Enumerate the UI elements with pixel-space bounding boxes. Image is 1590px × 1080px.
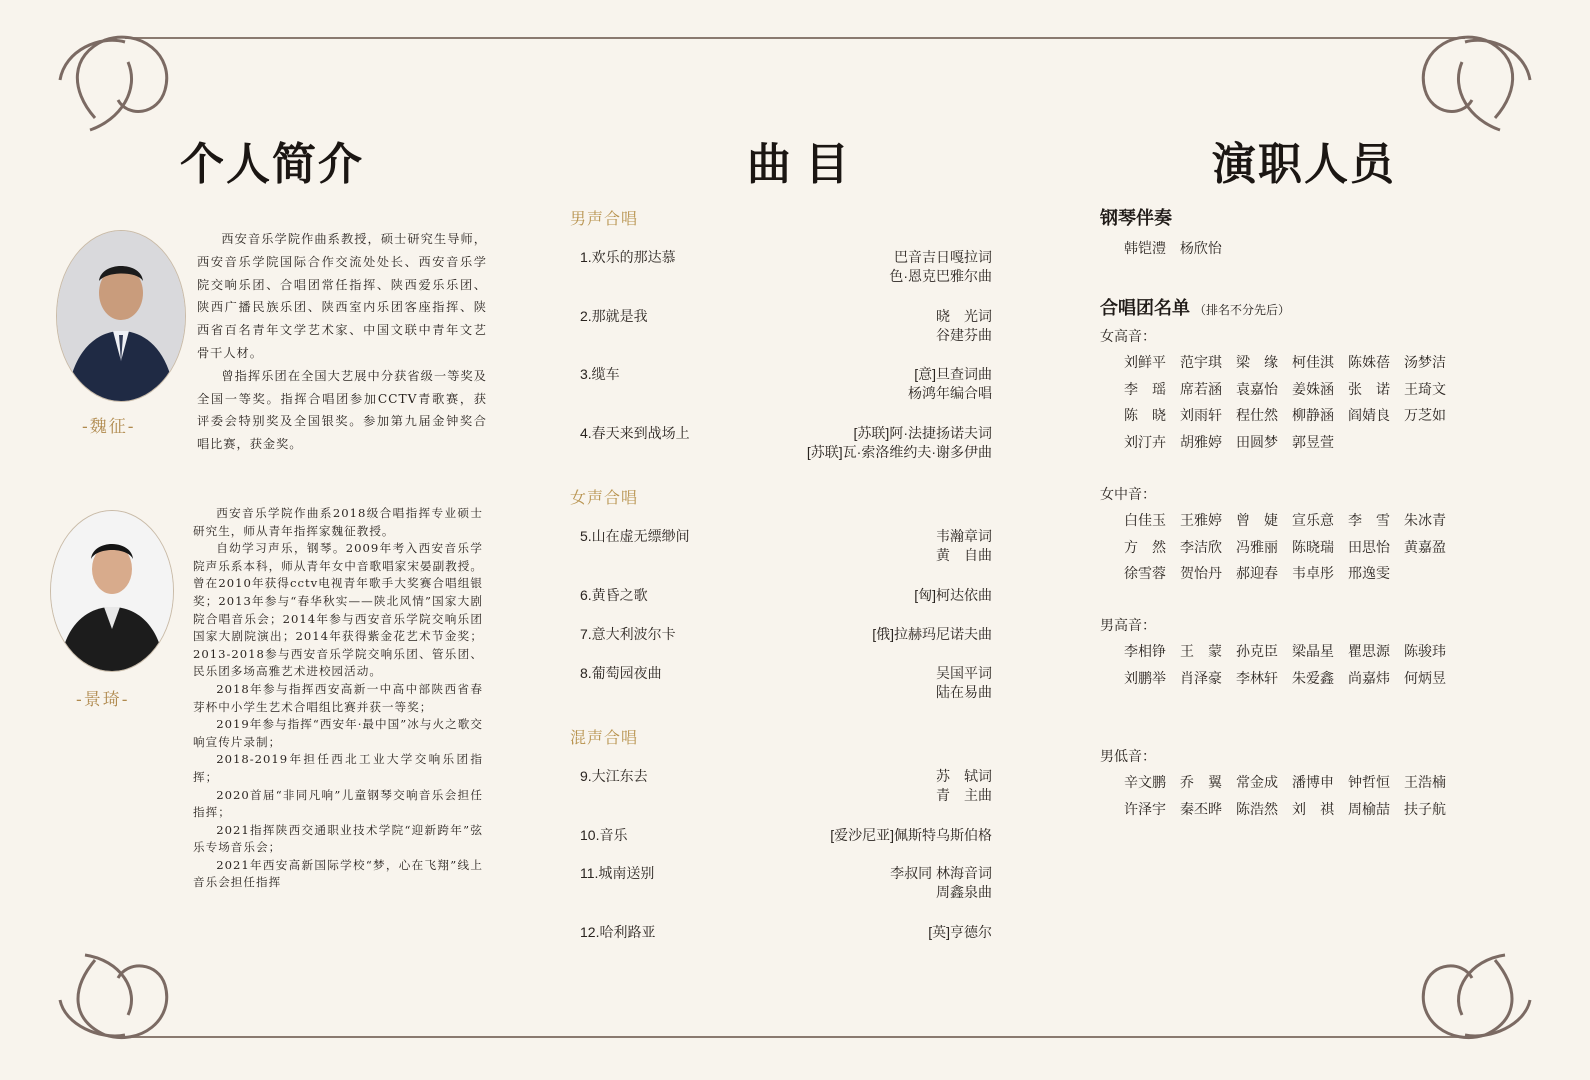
singer-name: 刘汀卉 [1124,433,1166,450]
bio-paragraph: 2018-2019年担任西北工业大学交响乐团指挥； [193,752,483,784]
singer-name: 邢逸雯 [1348,565,1390,581]
section-label: 女声合唱 [570,490,639,507]
singer-name: 陈浩然 [1236,800,1278,817]
singer-name: 范宇琪 [1180,354,1222,370]
person-bio [197,228,487,456]
piece-credits [889,248,992,286]
piece-title: 10.音乐 [580,827,628,843]
singer-name: 胡雅婷 [1180,433,1222,450]
credit-line: 黄 自曲 [936,547,992,563]
singer-name: 刘鲜平 [1124,354,1166,370]
profile-heading: 个人简介 [180,139,364,190]
bio-paragraph: 西安音乐学院作曲系2018级合唱指挥专业硕士研究生，师从青年指挥家魏征教授。 [193,506,483,538]
singer-name: 孙克臣 [1236,643,1278,659]
singer-name: 何炳昱 [1404,669,1446,686]
bio-paragraph: 自幼学习声乐，钢琴。2009年考入西安音乐学院声乐系本科，师从青年女中音歌唱家宋晏副教授。曾在2010年获得cctv电视青年歌手大奖赛合唱组银奖；2013年参与“春华秋实——陕北风情”国家大剧院合唱音乐会；2014年参与西安音乐学院交响乐团国家大剧院演出；2014年获得紫金花艺术节金奖；2013-2018参与西安音乐学院交响乐团、管乐团、民乐团多场高雅艺术进校园活动。 [193,541,483,679]
singer-name: 王 蒙 [1180,643,1222,659]
singer-name: 刘雨轩 [1180,407,1222,423]
name-row [1124,668,1484,695]
profile-column [0,0,530,1080]
piece-title: 5.山在虚无缥缈间 [580,528,690,544]
choir-note: （排名不分先后） [1194,303,1291,317]
voice-part-names [1124,772,1484,825]
credit-line: [意]旦查词曲 [914,366,992,382]
bio-paragraph: 2021指挥陕西交通职业技术学院“迎新跨年”弦乐专场音乐会； [193,822,483,855]
choir-title [1100,294,1290,320]
piece-title: 4.春天来到战场上 [580,425,690,441]
voice-part-label: 男高音： [1100,617,1156,633]
singer-name: 张 诺 [1348,380,1390,397]
singer-name: 方 然 [1124,538,1166,555]
singer-name: 李林轩 [1236,669,1278,686]
name-row [1124,432,1484,459]
singer-name: 肖泽豪 [1180,669,1222,686]
singer-name: 冯雅丽 [1236,538,1278,555]
credit-line: 李叔同 林海音词 [890,865,992,881]
credit-line: 吴国平词 [936,665,992,681]
singer-name: 姜姝涵 [1292,380,1334,397]
name-row [1124,772,1484,799]
section-label: 混声合唱 [570,730,639,747]
singer-name: 刘 祺 [1292,800,1334,817]
singer-name: 曾 婕 [1236,512,1278,528]
singer-name: 李 瑶 [1124,380,1166,397]
choir-title-text: 合唱团名单 [1100,298,1190,318]
singer-name: 梁晶星 [1292,643,1334,659]
singer-name: 郭昱萱 [1292,433,1334,450]
singer-name: 袁嘉怡 [1236,380,1278,397]
piece-credits [936,767,992,805]
staff-column [1080,0,1590,1080]
voice-part-label: 女高音： [1100,328,1156,344]
name-row [1124,379,1484,406]
person-name-caption: -景琦- [76,690,130,710]
credit-line: 谷建芬曲 [936,327,992,343]
singer-name: 王琦文 [1404,380,1446,397]
person-name-caption: -魏征- [82,417,136,437]
piece-title: 8.葡萄园夜曲 [580,665,662,681]
singer-name: 韦卓彤 [1292,565,1334,581]
voice-part-label: 男低音： [1100,748,1156,764]
name-row [1124,799,1484,826]
singer-name: 尚嘉炜 [1348,669,1390,686]
piece-title: 9.大江东去 [580,768,648,784]
staff-heading: 演职人员 [1212,139,1396,190]
singer-name: 瞿思源 [1348,643,1390,659]
singer-name: 周榆喆 [1348,800,1390,817]
portrait-photo [56,230,186,402]
credit-line: 巴音吉日嘎拉词 [894,249,992,265]
singer-name: 田圆梦 [1236,433,1278,450]
piece-credits [830,826,992,845]
singer-name: 钟哲恒 [1348,774,1390,790]
singer-name: 许泽宇 [1124,800,1166,817]
singer-name: 李 雪 [1348,512,1390,528]
bio-paragraph: 2020首届“非同凡响”儿童钢琴交响音乐会担任指挥； [193,787,483,820]
singer-name: 贺怡丹 [1180,565,1222,581]
person-photo-icon [57,231,185,401]
singer-name: 陈骏玮 [1404,643,1446,659]
credit-line: [匈]柯达依曲 [914,587,992,603]
credit-line: 周鑫泉曲 [936,884,992,900]
singer-name: 柯佳淇 [1292,354,1334,370]
name-row [1124,563,1484,590]
singer-name: 柳静涵 [1292,407,1334,423]
name-row [1124,641,1484,668]
singer-name: 徐雪蓉 [1124,565,1166,581]
pianist-list [1124,238,1232,258]
section-label: 男声合唱 [570,211,639,228]
name-row [1124,405,1484,432]
singer-name: 陈 晓 [1124,407,1166,423]
piece-credits [928,923,992,942]
piece-credits [872,625,992,644]
singer-name: 万芝如 [1404,407,1446,423]
singer-name: 汤梦洁 [1404,354,1446,370]
singer-name: 白佳玉 [1124,512,1166,528]
singer-name: 秦丕晔 [1180,800,1222,817]
person-photo-icon [51,511,173,671]
piano-title: 钢琴伴奏 [1100,208,1172,228]
voice-part-names [1124,641,1484,694]
credit-line: [英]亨德尔 [928,924,992,940]
bio-paragraph: 2021年西安高新国际学校“梦，心在飞翔”线上音乐会担任指挥 [193,857,483,890]
piece-credits [807,424,992,462]
voice-part-names [1124,510,1484,590]
singer-name: 潘博申 [1292,774,1334,790]
portrait-photo [50,510,174,672]
singer-name: 辛文鹏 [1124,774,1166,790]
bio-paragraph: 2018年参与指挥西安高新一中高中部陕西省春芽杯中小学生艺术合唱组比赛并获一等奖； [193,681,483,714]
bio-paragraph: 西安音乐学院作曲系教授，硕士研究生导师，西安音乐学院国际合作交流处处长、西安音乐学院交响乐团、合唱团常任指挥、陕西爱乐乐团、陕西广播民族乐团、陕西室内乐团客座指挥、陕西省百名青年文学艺术家、中国文联中青年文艺骨干人材。 [197,232,487,360]
name-row [1124,537,1484,564]
piece-title: 2.那就是我 [580,308,648,324]
piece-credits [890,864,992,902]
singer-name: 席若涵 [1180,380,1222,397]
singer-name: 常金成 [1236,774,1278,790]
credit-line: [苏联]瓦·索洛维约夫·谢多伊曲 [806,444,992,460]
piece-credits [936,527,992,565]
credit-line: 色·恩克巴雅尔曲 [889,268,992,284]
credit-line: 杨鸿年编合唱 [908,385,992,401]
singer-name: 朱爱鑫 [1292,669,1334,686]
singer-name: 乔 翼 [1180,774,1222,790]
piece-credits [908,365,992,403]
credit-line: 韦瀚章词 [936,528,992,544]
piece-credits [914,586,992,605]
person-bio [193,505,483,892]
program-heading: 曲目 [747,139,863,190]
piece-credits [936,664,992,702]
piece-credits [936,307,992,345]
singer-name: 程仕然 [1236,407,1278,423]
credit-line: 陆在易曲 [936,684,992,700]
singer-name: 田思怡 [1348,538,1390,555]
singer-name: 李相铮 [1124,643,1166,659]
voice-part-label: 女中音： [1100,486,1156,502]
credit-line: 青 主曲 [936,787,992,803]
singer-name: 陈晓瑞 [1292,538,1334,555]
piece-title: 7.意大利波尔卡 [580,626,676,642]
name-row [1124,352,1484,379]
singer-name: 陈姝蓓 [1348,354,1390,370]
singer-name: 扶子航 [1404,800,1446,817]
voice-part-names [1124,352,1484,458]
piece-title: 12.哈利路亚 [580,924,656,940]
singer-name: 黄嘉盈 [1404,538,1446,555]
name-row [1124,510,1484,537]
singer-name: 朱冰青 [1404,512,1446,528]
singer-name: 阎婧良 [1348,407,1390,423]
bio-paragraph: 曾指挥乐团在全国大艺展中分获省级一等奖及全国一等奖。指挥合唱团参加CCTV青歌赛，获评委会特别奖及全国银奖。参加第九届金钟奖合唱比赛，获金奖。 [197,368,487,452]
credit-line: [爱沙尼亚]佩斯特乌斯伯格 [830,827,992,843]
piece-title: 6.黄昏之歌 [580,587,648,603]
bio-paragraph: 2019年参与指挥“西安年·最中国”冰与火之歌交响宣传片录制； [193,717,483,749]
pianist-name: 韩铠澧 [1124,240,1166,256]
singer-name: 郝迎春 [1236,565,1278,581]
program-column [530,0,1030,1080]
singer-name: 李洁欣 [1180,538,1222,555]
piece-title: 3.缆车 [580,366,620,382]
singer-name: 宣乐意 [1292,512,1334,528]
pianist-name: 杨欣怡 [1179,240,1222,256]
singer-name: 梁 缘 [1236,354,1278,370]
credit-line: [苏联]阿·法捷扬诺夫词 [853,425,992,441]
singer-name: 王浩楠 [1404,774,1446,790]
credit-line: [俄]拉赫玛尼诺夫曲 [872,626,992,642]
piece-title: 1.欢乐的那达慕 [580,249,676,265]
credit-line: 苏 轼词 [936,768,992,784]
credit-line: 晓 光词 [936,308,992,324]
singer-name: 刘鹏举 [1124,669,1166,686]
piece-title: 11.城南送别 [580,865,655,881]
singer-name: 王雅婷 [1180,512,1222,528]
